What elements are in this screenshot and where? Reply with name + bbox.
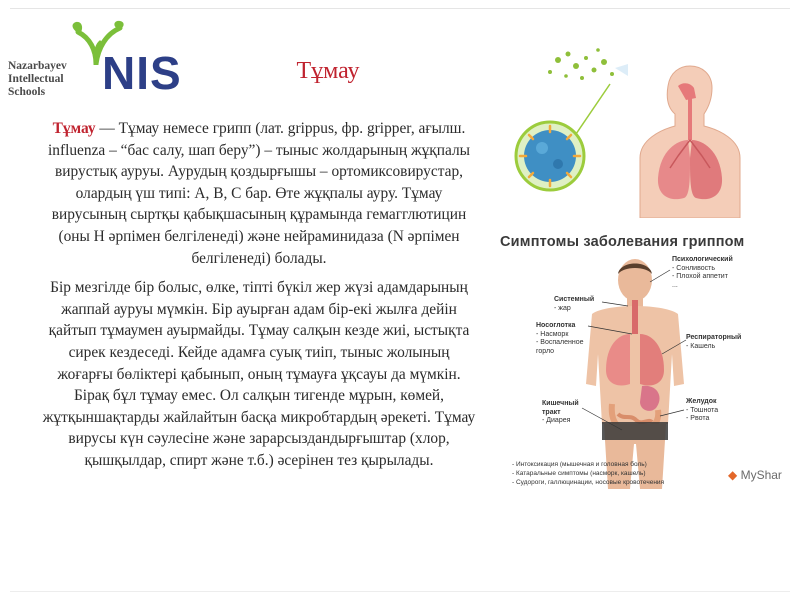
nis-logo [6, 18, 196, 108]
note-line: - Судороги, галлюцинации, носовые кровотечения [512, 479, 665, 486]
paragraph-2: Бір мезгілде бір болыс, өлке, тіпті бүкіл жер жүзі адамдарының жаппай ауруы мүмкін. Бір ауырған адам бір-екі жылға дейін қайтып тұмаумен ауырмайды. Тұмау салқын кезде жиі, ыстықта сирек кездеседі. Кейде адамға суық тиіп, тыныс жолының жоғарғы бөліктері қабынып, оның тұмауға ұқсауы да мүмкін. Бірақ бұл тұмау емес. Ол салқын тигенде мұрын, көмей, жұтқыншақтарды жайлайтын басқа микробтардың әрекеті. Тұмау вирусы күн сәулесіне және зарарсыздандырғыштар (хлор, қышқылдар, спирт және т.б.) әсерінен тез қырылады. [42, 279, 476, 469]
paragraph-1-text: — Тұмау немесе грипп (лат. grippus, фр. gripper, ағылш. influenza – “бас салу, шап беру”) – тыныс жолдарының жұқпалы вирустық ауруы. Аурудың қоздырғышы – ортомиксовирустар, олардың үш типі: А, В, С бар. Өте жұқпалы ауру. Тұмау вирусының сыртқы қабықшасының құрамында гемагглютицин (оны Н әрпімен белгіленеді) және нейраминидаза (N әрпімен белгіленеді) болады. [47, 120, 471, 267]
top-border-line [10, 8, 790, 9]
bottom-border-line [10, 591, 790, 592]
note-line: - Катаральные симптомы (насморк, кашель) [512, 470, 646, 477]
label-stomach: Желудок - Тошнота - Рвота [686, 398, 719, 422]
watermark-text: MyShar [740, 468, 782, 482]
logo-line-1: Nazarbayev [8, 60, 67, 72]
note-line: - Интоксикация (мышечная и головная боль) [512, 461, 647, 468]
symptoms-title: Симптомы заболевания гриппом [500, 234, 745, 250]
label-psychological: Психологический - Сонливость - Плохой аппетит ... [672, 256, 733, 289]
term-highlight: Тұмау [52, 120, 96, 137]
logo-line-3: Schools [8, 86, 46, 98]
label-respiratory: Респираторный - Кашель [686, 334, 742, 350]
article-body [40, 118, 478, 472]
label-systemic: Системный - жар [554, 296, 595, 312]
logo-brand: NIS [102, 47, 182, 99]
label-intestinal-tract: Кишечный тракт - Диарея [542, 400, 579, 424]
virus-lungs-image [510, 28, 760, 218]
label-nasopharynx: Носоглотка - Насморк - Воспаленное горло [536, 322, 584, 355]
paragraph-1 [40, 118, 478, 269]
logo-line-2: Intellectual [8, 73, 64, 85]
virus-respiratory-illustration [510, 28, 760, 218]
symptoms-notes [512, 460, 664, 487]
watermark-icon: ◆ [728, 468, 738, 482]
myshared-watermark [728, 468, 782, 482]
flu-symptoms-illustration [500, 230, 782, 492]
logo-text [8, 60, 67, 99]
page-title: Тұмау [296, 58, 360, 84]
